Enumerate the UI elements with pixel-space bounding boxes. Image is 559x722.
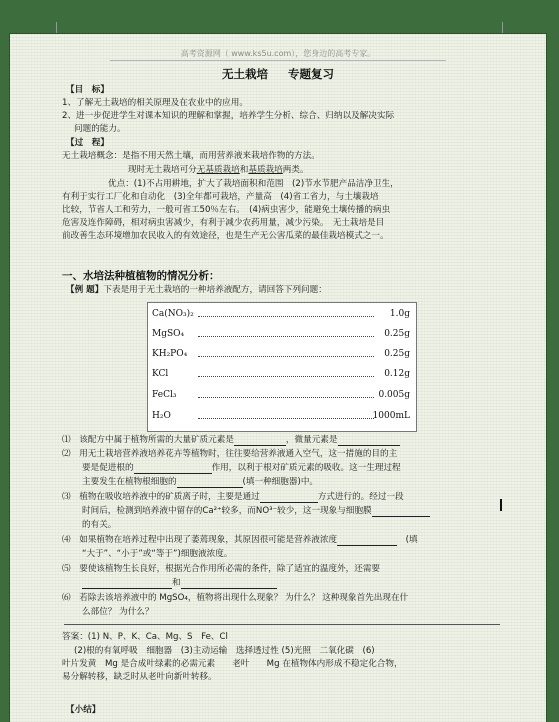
title-right: 专题复习 (288, 67, 334, 81)
question-2-line-1: ⑵ 用无土栽培营养液培养花卉等植物时，往往要给营养液通入空气，这一措施的目的主 (62, 449, 398, 459)
answer-blank[interactable] (177, 487, 243, 488)
advantages-line-3: 比较，节省人工和劳力，一般可省工50％左右。 (4)病虫害少，能避免土壤传播的病虫 (62, 205, 391, 215)
question-4-line-1: ⑷ 如果植物在培养过程中出现了萎蔫现象，其原因很可能是营养液浓度 (填 (62, 535, 418, 545)
answer-blank[interactable] (234, 445, 286, 446)
process-types: 现时无土栽培可分无基质栽培和基质栽培两类。 (128, 165, 309, 175)
question-5-line-1: ⑸ 要使该植物生长良好，根据光合作用所必需的条件，除了适宜的温度外，还需要 (62, 564, 381, 574)
answer-blank[interactable] (337, 545, 397, 546)
answer-line-4: 易分解转移，缺乏时从老叶向新叶转移。 (62, 672, 217, 682)
process-heading: 【过 程】 (66, 138, 109, 148)
question-2-line-3: 主要发生在植物根细胞的 (填一种细胞器)中。 (82, 477, 319, 487)
advantages-line-4: 危害及连作障碍，相对病虫害减少，有利于减少农药用量，减少污染。 无土栽培是目 (62, 218, 385, 228)
title-left: 无土栽培 (221, 67, 268, 81)
goal-item-1: 1、了解无土栽培的相关原理及在农业中的应用。 (62, 98, 248, 108)
question-3-line-1: ⑶ 植物在吸收培养液中的矿质离子时，主要是通过 方式进行的。经过一段 (62, 492, 404, 502)
question-5-line-2: 和 (82, 577, 277, 589)
answer-line-1: 答案：(1) N、P、K、Ca、Mg、S Fe、Cl (62, 632, 228, 642)
answer-blank[interactable] (134, 473, 212, 474)
answer-rule (64, 624, 500, 625)
advantages-line-5: 前改善生态环境增加农民收入的有效途径，也是生产无公害瓜菜的最佳栽培模式之一。 (62, 231, 389, 241)
process-definition: 无土栽培概念：是指不用天然土壤，而用营养液来栽培作物的方法。 (62, 151, 320, 161)
document-page (10, 34, 546, 722)
advantages-line-1: 优点：(1)不占用耕地，扩大了栽培面积和范围 (2)节水节肥产品洁净卫生， (108, 179, 399, 189)
answer-blank[interactable] (372, 516, 430, 517)
answer-line-2: (2)根的有氧呼吸 细胞器 (3)主动运输 选择透过性 (5)光照 二氧化碳 (6) (74, 646, 375, 656)
recipe-table: Ca(NO₃)₂ 1.0g MgSO₄ 0.25g KH₂PO₄ 0.25g KCl 0.12g FeCl₃ 0.005g H₂O 1000mL (147, 302, 417, 432)
question-6-line-2: 么部位？ 为什么？ (82, 607, 154, 617)
question-6-line-1: ⑹ 若除去该培养液中的 MgSO₄，植物将出现什么现象？ 为什么？ 这种现象首先出现在什 (62, 593, 409, 603)
top-margin (0, 0, 559, 34)
page-header: 高考资源网（ www.ks5u.com），您身边的高考专家。 (180, 49, 376, 58)
example-prompt: 【例 题】下表是用于无土栽培的一种培养液配方，请回答下列问题： (66, 285, 327, 295)
text-cursor (500, 499, 502, 511)
goal-heading: 【目 标】 (66, 85, 109, 95)
question-2-line-2: 要是促进根的 作用，以利于根对矿质元素的吸收。这一生理过程 (82, 463, 401, 473)
page-title (10, 66, 546, 82)
question-3-line-2: 时间后，检测到培养液中留存的Ca²⁺较多，而NO³⁻较少，这一现象与细胞膜 (82, 505, 430, 517)
summary-heading: 【小结】 (66, 705, 101, 715)
answer-blank[interactable] (338, 445, 400, 446)
type-no-substrate: 无基质栽培 (196, 165, 240, 175)
question-4-line-2: “大于”、“小于”或“等于”)细胞液浓度。 (82, 549, 233, 559)
answer-blank[interactable] (181, 588, 277, 589)
goal-item-3: 问题的能力。 (74, 124, 126, 134)
answer-blank[interactable] (260, 502, 318, 503)
section-title: 一、水培法种植植物的情况分析： (62, 270, 220, 282)
question-1: ⑴ 该配方中属于植物所需的大量矿质元素是 ，微量元素是 (62, 434, 400, 446)
type-substrate: 基质栽培 (248, 165, 283, 175)
goal-item-2: 2、进一步促进学生对课本知识的理解和掌握，培养学生分析、综合、归纳以及解决实际 (62, 111, 395, 121)
question-3-line-3: 的有关。 (82, 520, 117, 530)
advantages-line-2: 有利于实行工厂化和自动化 (3)全年都可栽培，产量高 (4)省工省力，与土壤栽培 (62, 192, 379, 202)
answer-line-3: 叶片发黄 Mg 是合成叶绿素的必需元素 老叶 Mg 在植物体内形成不稳定化合物， (62, 659, 403, 669)
answer-blank[interactable] (82, 588, 172, 589)
header-rule (110, 60, 446, 61)
